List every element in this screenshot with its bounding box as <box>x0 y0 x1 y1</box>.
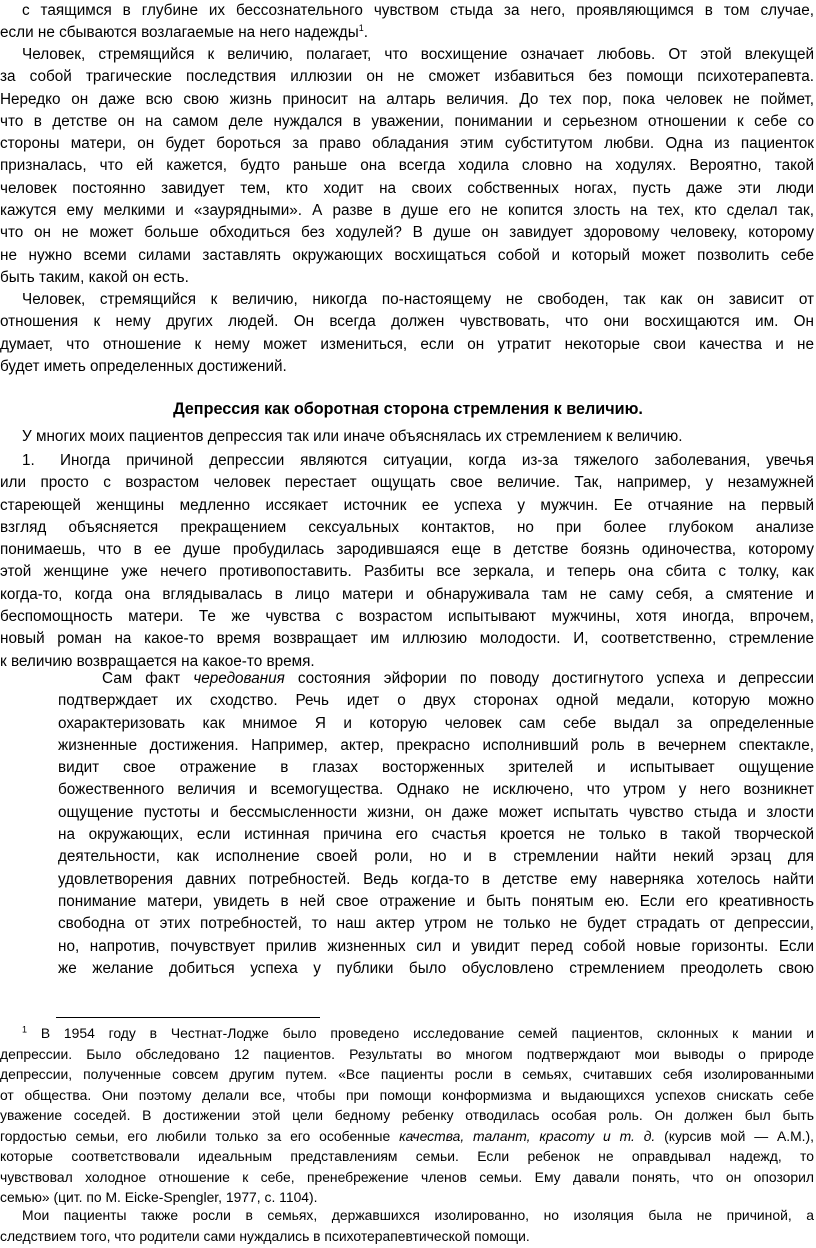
text-span: состояния эйфории по поводу достигнутого успеха и депрессии <box>284 670 814 687</box>
text-span: Иногда причиной депрессии являются ситуации, когда из-за тяжелого заболевания, увечья <box>60 452 814 469</box>
text-line <box>0 1126 814 1147</box>
text-line: когда-то, когда она вглядывалась в лицо матери и обнаруживала там не саму себя, а смятение и <box>0 585 814 603</box>
text-line: что он не может больше обходиться без ходулей? В душе он завидует здоровому человеку, которому <box>0 224 814 242</box>
emphasis-text: чередования <box>193 670 285 687</box>
text-line: этой женщине уже нечего противопоставить. Разбиты все зеркала, и теперь она сбита с толку, как <box>0 563 814 581</box>
text-line: за собой трагические последствия иллюзии он не сможет избавиться без помощи психотерапевта. <box>0 68 814 86</box>
text-line <box>58 668 814 690</box>
text-span: (курсив мой — А.М.), <box>655 1127 814 1144</box>
text-line: свободна от этих потребностей, то наш актер утром не только не будет страдать от депрессии, <box>58 915 814 933</box>
text-line: быть таким, какой он есть. <box>0 268 189 286</box>
footnote-1 <box>0 1023 814 1208</box>
text-line: человек постоянно завидует тем, кто ходит на своих собственных ногах, пусть даже эти люди <box>0 179 814 197</box>
text-line: Мои пациенты также росли в семьях, державшихся изолированно, но изоляция была не причиной, а <box>22 1207 814 1223</box>
text-line: чувствовал холодное отношение к себе, пренебрежение членов семьи. Ему давали понять, что он опозорил <box>0 1168 814 1185</box>
text-line: призналась, что ей кажется, будто раньше она всегда ходила словно на ходулях. Вероятно, такой <box>0 157 814 175</box>
text-line: беспомощность матери. Те же чувства с возрастом испытывают мужчины, хотя иногда, впрочем, <box>0 608 814 626</box>
text-line <box>0 1023 814 1044</box>
text-span: гордостью семьи, его любили только за его особенные <box>0 1127 400 1144</box>
footnote-marker: 1 <box>22 1024 28 1035</box>
text-line: депрессии, полученные совсем другим путем. «Все пациенты росли в семьях, считавших себя изолированными <box>0 1066 814 1082</box>
footnote-continuation <box>0 1205 814 1246</box>
text-line <box>0 22 814 44</box>
text-line: что в детстве он на самом деле нуждался в уважении, понимании и серьезном отношении к себе со <box>0 112 814 130</box>
text-line: удовлетворения давних потребностей. Ведь когда-то в детстве ему наверняка хотелось найти <box>58 870 814 888</box>
text-line: но, напротив, почувствует прилив жизненных сил и увидит перед собой новые горизонты. Если <box>58 937 814 955</box>
text-line: Человек, стремящийся к величию, никогда по-настоящему не свободен, так как он зависит от <box>22 291 814 308</box>
text-line: взгляд объясняется прекращением сексуальных контактов, но при более глубоком анализе <box>0 518 814 536</box>
text-line: же желание добиться успеха у публики было обусловлено стремлением преодолеть свою <box>58 959 814 977</box>
text-line: У многих моих пациентов депрессия так или иначе объяснялась их стремлением к величию. <box>22 428 683 445</box>
text-line: на окружающих, если истинная причина его счастья кроется не только в такой творческой <box>58 826 814 844</box>
text-line: охарактеризовать как мнимое Я и которую человек сам себе выдал за определенные <box>58 714 814 732</box>
emphasis-text: качества, талант, красоту и т. д. <box>399 1127 656 1144</box>
section-heading: Депрессия как оборотная сторона стремления к величию. <box>173 400 643 418</box>
text-span: Сам факт <box>102 670 194 687</box>
text-line: кажутся ему мелкими и «заурядными». А разве в душе его не копится злость на тех, кто сделал так, <box>0 202 814 220</box>
text-line: деятельности, как исполнение своей роли, но и в стремлении найти некий эрзац для <box>58 848 814 866</box>
footnote-ref[interactable]: 1 <box>358 23 364 34</box>
text-line: будет иметь определенных достижений. <box>0 357 287 375</box>
text-line: подтверждает их сходство. Речь идет о двух сторонах одной медали, которую можно <box>58 692 814 710</box>
paragraph-intro <box>0 0 814 45</box>
list-number: 1. <box>22 452 35 469</box>
paragraph-alternation <box>58 668 814 980</box>
text-line: стороны матери, он будет бороться за право обладания этим субститутом любви. Одна из пациенток <box>0 135 814 153</box>
text-line: думает, что отношение к нему может измениться, если он утратит некоторые свои качества и не <box>0 335 814 353</box>
text-span: В 1954 году в Честнат-Лодже было проведено исследование семей пациентов, склонных к мании и <box>40 1025 814 1041</box>
paragraph-not-free <box>0 289 814 378</box>
text-line: следствием того, что родители сами нуждались в психотерапевтической помощи. <box>0 1227 530 1244</box>
text-line: к величию возвращается на какое-то время. <box>0 652 315 670</box>
text-line: Человек, стремящийся к величию, полагает, что восхищение означает любовь. От этой влекущей <box>22 46 814 63</box>
text-line: которые соответствовали идеальным представлениям семьи. Если ребенок не оправдывал надежд, то <box>0 1148 814 1164</box>
text-line: жизненные достижения. Например, актер, прекрасно исполнивший роль в вечернем спектакле, <box>58 736 814 754</box>
text-line: не нужно всеми силами заставлять окружающих восхищаться собой и который может позволить себе <box>0 246 814 264</box>
text-line: депрессии. Было обследовано 12 пациентов. Результаты во многом подтверждают мои выводы о природе <box>0 1045 814 1062</box>
paragraph-section-intro <box>0 426 814 448</box>
text-line: семью» (цит. по M. Eicke-Spengler, 1977, с. 1104). <box>0 1189 318 1205</box>
text-span: . <box>363 24 368 42</box>
text-span: если не сбываются возлагаемые на него надежды <box>0 24 359 42</box>
text-line: Нередко он даже всю свою жизнь приносит на алтарь величия. До тех пор, пока человек не поймет, <box>0 90 814 108</box>
text-line: стареющей женщины медленно иссякает источник ее успеха у мужчин. Ее отчаяние на первый <box>0 496 814 514</box>
text-line: понимание матери, увидеть в ней свое отражение и быть понятым ею. Если его креативность <box>58 892 814 910</box>
text-line: с таящимся в глубине их бессознательного чувством стыда за него, проявляющимся в том случае, <box>22 2 814 19</box>
text-line: отношения к нему других людей. Он всегда должен чувствовать, что они восхищаются им. Он <box>0 313 814 331</box>
text-line: видит свое отражение в глазах восторженных зрителей и испытывает ощущение <box>58 759 814 777</box>
paragraph-admiration <box>0 44 814 289</box>
text-line: уважение соседей. В достижении этой цели бедному ребенку отводилась особая роль. Он должен был быть <box>0 1107 814 1123</box>
footnote-separator <box>56 1017 320 1018</box>
paragraph-numbered-1 <box>0 450 814 673</box>
text-line: божественного величия и всемогущества. Однако не исключено, что утром у него возникнет <box>58 781 814 799</box>
text-line: ощущение пустоты и бессмысленности жизни, он даже может испытать чувство стыда и злости <box>58 803 814 821</box>
text-line: новый роман на какое-то время возвращает им иллюзию молодости. И, соответственно, стремление <box>0 630 814 648</box>
text-line: от общества. Они поэтому делали все, чтобы при помощи конформизма и выдающихся успехов снискать себе <box>0 1086 814 1103</box>
text-line: или просто с возрастом человек перестает ощущать свое величие. Так, например, у незамужней <box>0 474 814 492</box>
text-line <box>0 450 814 472</box>
text-line: понимаешь, что в ее душе пробудилась зародившаяся еще в детстве боязнь одиночества, которому <box>0 541 814 559</box>
